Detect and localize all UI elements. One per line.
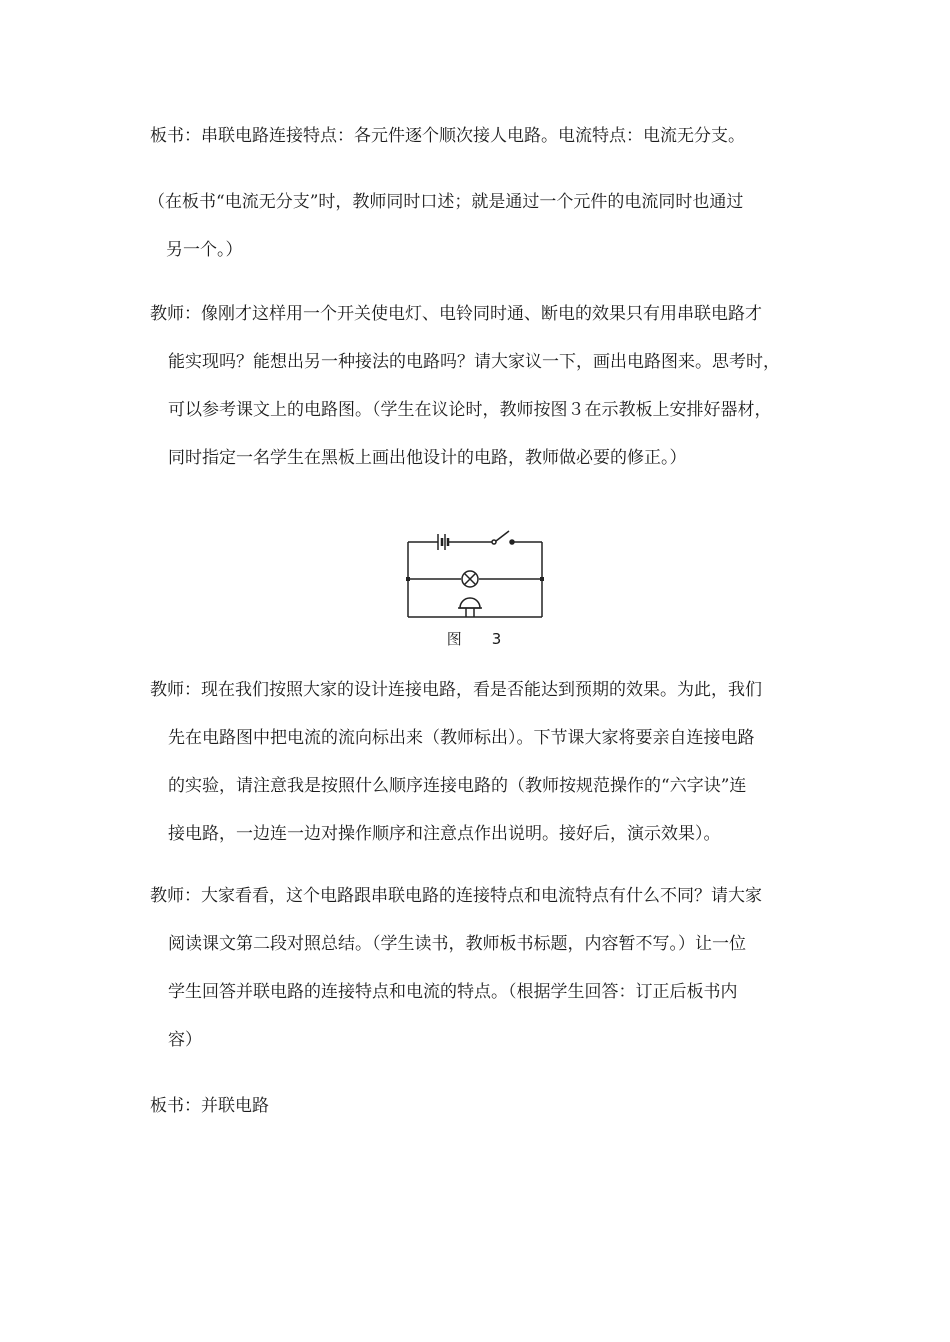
text-line: 容） — [168, 1030, 202, 1050]
text-line: 板书：串联电路连接特点：各元件逐个顺次接人电路。电流特点：电流无分支。 — [150, 126, 745, 146]
switch-icon — [492, 531, 514, 544]
teacher-compare-paragraph — [150, 886, 850, 1050]
text-line: 能实现吗？能想出另一种接法的电路吗？请大家议一下，画出电路图来。思考时， — [168, 352, 780, 372]
board-note-series-circuit — [150, 126, 850, 146]
text-line: （在板书“电流无分支”时，教师同时口述；就是通过一个元件的电流同时也通过 — [148, 192, 744, 212]
text-line: 可以参考课文上的电路图。（学生在议论时，教师按图３在示教板上安排好器材， — [168, 400, 772, 420]
teacher-demo-paragraph — [150, 680, 850, 844]
text-line: 阅读课文第二段对照总结。（学生读书，教师板书标题，内容暂不写。）让一位 — [168, 934, 746, 954]
text-line: 板书：并联电路 — [150, 1096, 269, 1116]
battery-icon — [438, 534, 448, 550]
teacher-oral-note — [148, 192, 848, 260]
teacher-question-paragraph — [150, 304, 850, 468]
bell-icon — [458, 598, 482, 617]
circuit-figure-3 — [400, 520, 550, 655]
text-line: 的实验，请注意我是按照什么顺序连接电路的（教师按规范操作的“六字诀”连 — [168, 776, 747, 796]
board-note-parallel-circuit — [150, 1096, 850, 1116]
text-line: 接电路，一边连一边对操作顺序和注意点作出说明。接好后，演示效果）。 — [168, 824, 721, 844]
text-line: 教师：像刚才这样用一个开关使电灯、电铃同时通、断电的效果只有用串联电路才 — [150, 304, 762, 324]
figure-caption — [400, 628, 550, 649]
parallel-circuit-diagram — [400, 520, 550, 625]
caption-word: 图 — [446, 630, 464, 648]
text-line: 教师：大家看看，这个电路跟串联电路的连接特点和电流特点有什么不同？请大家 — [150, 886, 762, 906]
text-line: 同时指定一名学生在黑板上画出他设计的电路，教师做必要的修正。） — [168, 448, 687, 468]
text-line: 先在电路图中把电流的流向标出来（教师标出）。下节课大家将要亲自连接电路 — [168, 728, 755, 748]
text-line: 教师：现在我们按照大家的设计连接电路，看是否能达到预期的效果。为此，我们 — [150, 680, 762, 700]
text-line: 学生回答并联电路的连接特点和电流的特点。（根据学生回答：订正后板书内 — [168, 982, 738, 1002]
text-line: 另一个。） — [166, 240, 243, 260]
lamp-icon — [462, 571, 478, 587]
caption-number: 3 — [491, 630, 504, 648]
